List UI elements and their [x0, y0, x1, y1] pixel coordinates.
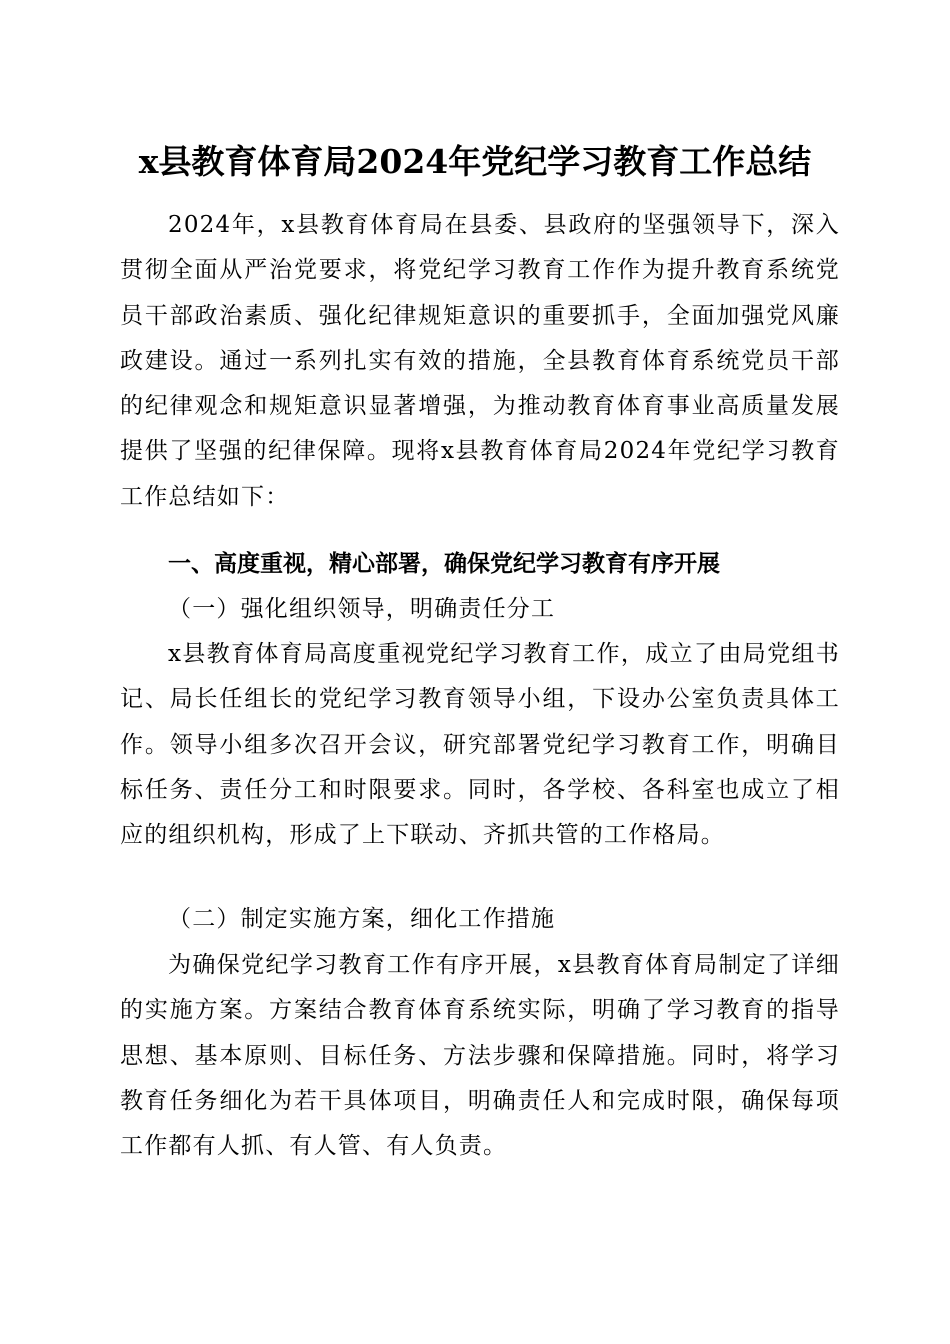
subsection-2-paragraph: 为确保党纪学习教育工作有序开展，x县教育体育局制定了详细的实施方案。方案结合教育体育系统实际，明确了学习教育的指导思想、基本原则、目标任务、方法步骤和保障措施。同时，将学习教育任务细化为若干具体项目，明确责任人和完成时限，确保每项工作都有人抓、有人管、有人负责。	[120, 952, 840, 1160]
intro-paragraph: 2024年，x县教育体育局在县委、县政府的坚强领导下，深入贯彻全面从严治党要求，将党纪学习教育工作作为提升教育系统党员干部政治素质、强化纪律规矩意识的重要抓手，全面加强党风廉政建设。通过一系列扎实有效的措施，全县教育体育系统党员干部的纪律观念和规矩意识显著增强，为推动教育体育事业高质量发展提供了坚强的纪律保障。现将x县教育体育局2024年党纪学习教育工作总结如下：	[120, 212, 840, 510]
subsection-1-heading: （一）强化组织领导，明确责任分工	[168, 596, 556, 622]
subsection-2-heading: （二）制定实施方案，细化工作措施	[168, 906, 556, 932]
section-1-heading: 一、高度重视，精心部署，确保党纪学习教育有序开展	[168, 551, 720, 577]
document-title: x县教育体育局2024年党纪学习教育工作总结	[138, 142, 812, 181]
subsection-1-paragraph: x县教育体育局高度重视党纪学习教育工作，成立了由局党组书记、局长任组长的党纪学习教育领导小组，下设办公室负责具体工作。领导小组多次召开会议，研究部署党纪学习教育工作，明确目标任务、责任分工和时限要求。同时，各学校、各科室也成立了相应的组织机构，形成了上下联动、齐抓共管的工作格局。	[120, 641, 840, 849]
